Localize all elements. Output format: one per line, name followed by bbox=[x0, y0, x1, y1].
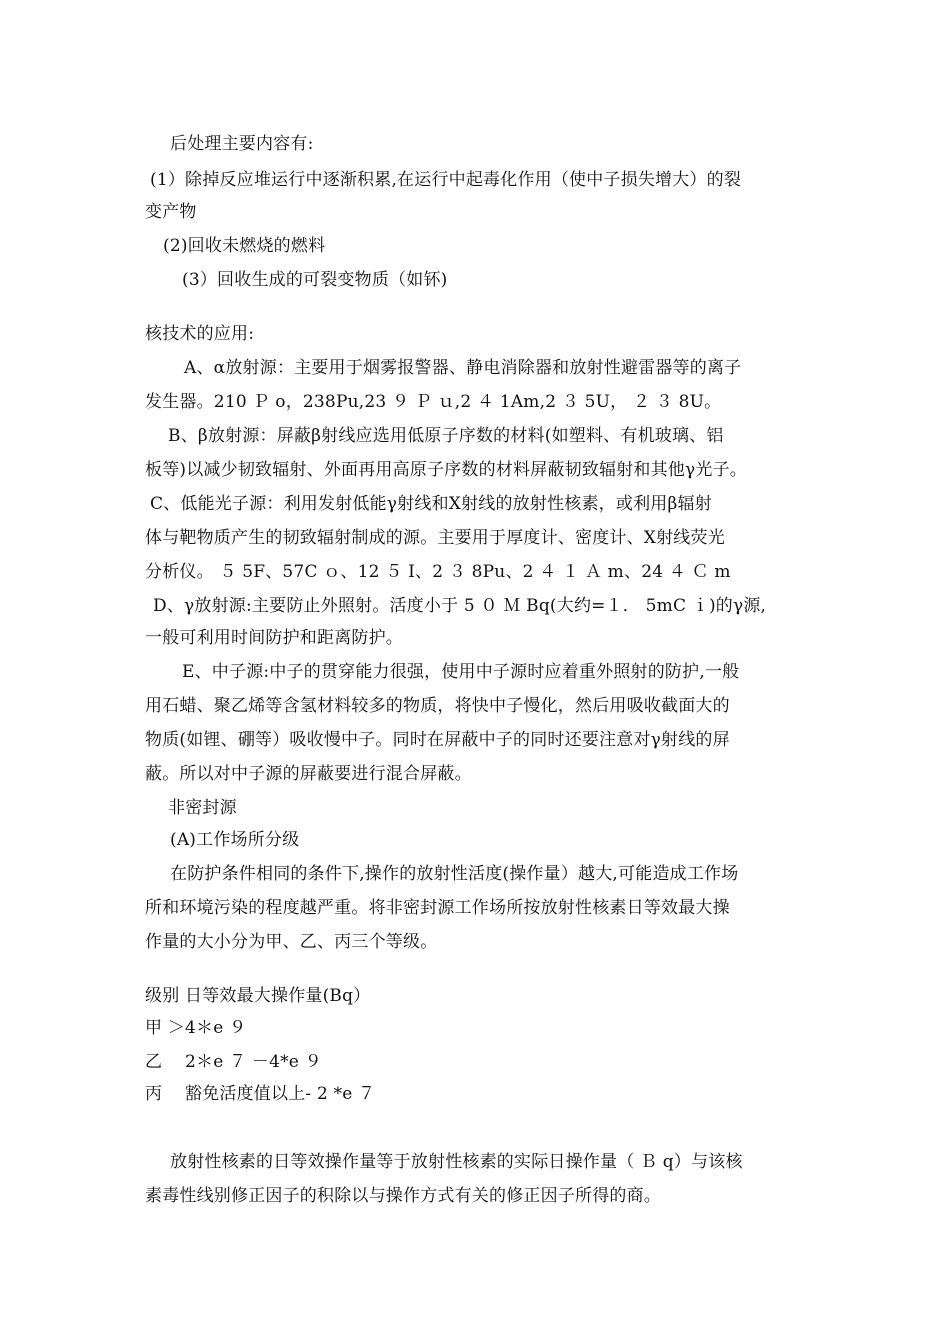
beta-source-line-2: 板等)以减少韧致辐射、外面再用高原子序数的材料屏蔽韧致辐射和其他γ光子。 bbox=[145, 460, 747, 480]
grade-table-header: 级别 日等效最大操作量(Bq） bbox=[145, 986, 371, 1006]
grade-table-row-jia: 甲 ＞4＊e ９ bbox=[145, 1018, 247, 1038]
low-energy-photon-source-line-2: 体与靶物质产生的韧致辐射制成的源。主要用于厚度计、密度计、X射线荧光 bbox=[145, 528, 725, 548]
neutron-source-line-1: E、中子源:中子的贯穿能力很强，使用中子源时应着重外照射的防护,一般 bbox=[182, 662, 740, 682]
alpha-source-line-2: 发生器。210 Ｐ o，238Pu,23 ９ Ｐ ｕ,2 ４ 1Am,2 ３ 5U， ２ ３ 8U。 bbox=[145, 392, 722, 412]
workplace-classification-para-line-3: 作量的大小分为甲、乙、丙三个等级。 bbox=[145, 932, 438, 952]
workplace-classification-para-line-1: 在防护条件相同的条件下,操作的放射性活度(操作量）越大,可能造成工作场 bbox=[170, 864, 739, 884]
post-processing-item-1-line-1: (1）除掉反应堆运行中逐渐积累,在运行中起毒化作用（使中子损失增大）的裂 bbox=[150, 170, 742, 190]
closing-para-line-1: 放射性核素的日等效操作量等于放射性核素的实际日操作量（ Ｂ q）与该核 bbox=[170, 1152, 743, 1172]
unsealed-source-heading: 非密封源 bbox=[168, 798, 237, 818]
workplace-classification-para-line-2: 所和环境污染的程度越严重。将非密封源工作场所按放射性核素日等效最大操 bbox=[145, 898, 730, 918]
applications-heading: 核技术的应用: bbox=[145, 324, 255, 344]
post-processing-item-1-line-2: 变产物 bbox=[145, 202, 197, 222]
grade-table-row-yi: 乙 2＊e ７ －4*e ９ bbox=[145, 1052, 322, 1072]
neutron-source-line-2: 用石蜡、聚乙烯等含氢材料较多的物质，将快中子慢化，然后用吸收截面大的 bbox=[145, 696, 730, 716]
grade-table-row-bing: 丙 豁免活度值以上- 2 *e ７ bbox=[145, 1084, 376, 1104]
neutron-source-line-4: 蔽。所以对中子源的屏蔽要进行混合屏蔽。 bbox=[145, 764, 472, 784]
post-processing-heading: 后处理主要内容有: bbox=[170, 134, 314, 154]
gamma-source-line-2: 一般可利用时间防护和距离防护。 bbox=[145, 628, 403, 648]
alpha-source-line-1: A、α放射源：主要用于烟雾报警器、静电消除器和放射性避雷器等的离子 bbox=[184, 358, 742, 378]
neutron-source-line-3: 物质(如锂、硼等）吸收慢中子。同时在屏蔽中子的同时还要注意对γ射线的屏 bbox=[145, 730, 730, 750]
post-processing-item-3: (3）回收生成的可裂变物质（如钚) bbox=[182, 270, 448, 290]
low-energy-photon-source-line-3: 分析仪。 ５ 5F、57C ｏ、12 ５ I、2 ３ 8Pu、2 ４ １ Ａ m、24 ４ Ｃ m bbox=[145, 562, 731, 582]
beta-source-line-1: B、β放射源：屏蔽β射线应选用低原子序数的材料(如塑料、有机玻璃、铝 bbox=[168, 426, 724, 446]
closing-para-line-2: 素毒性线别修正因子的积除以与操作方式有关的修正因子所得的商。 bbox=[145, 1186, 661, 1206]
gamma-source-line-1: D、γ放射源:主要防止外照射。活度小于 5 ０ Ｍ Bq(大约=１． 5mC ｉ)的γ源, bbox=[153, 596, 767, 616]
workplace-classification-heading: (A)工作场所分级 bbox=[170, 830, 300, 850]
low-energy-photon-source-line-1: C、低能光子源：利用发射低能γ射线和X射线的放射性核素，或利用β辐射 bbox=[150, 494, 712, 514]
post-processing-item-2: (2)回收未燃烧的燃料 bbox=[163, 236, 326, 256]
